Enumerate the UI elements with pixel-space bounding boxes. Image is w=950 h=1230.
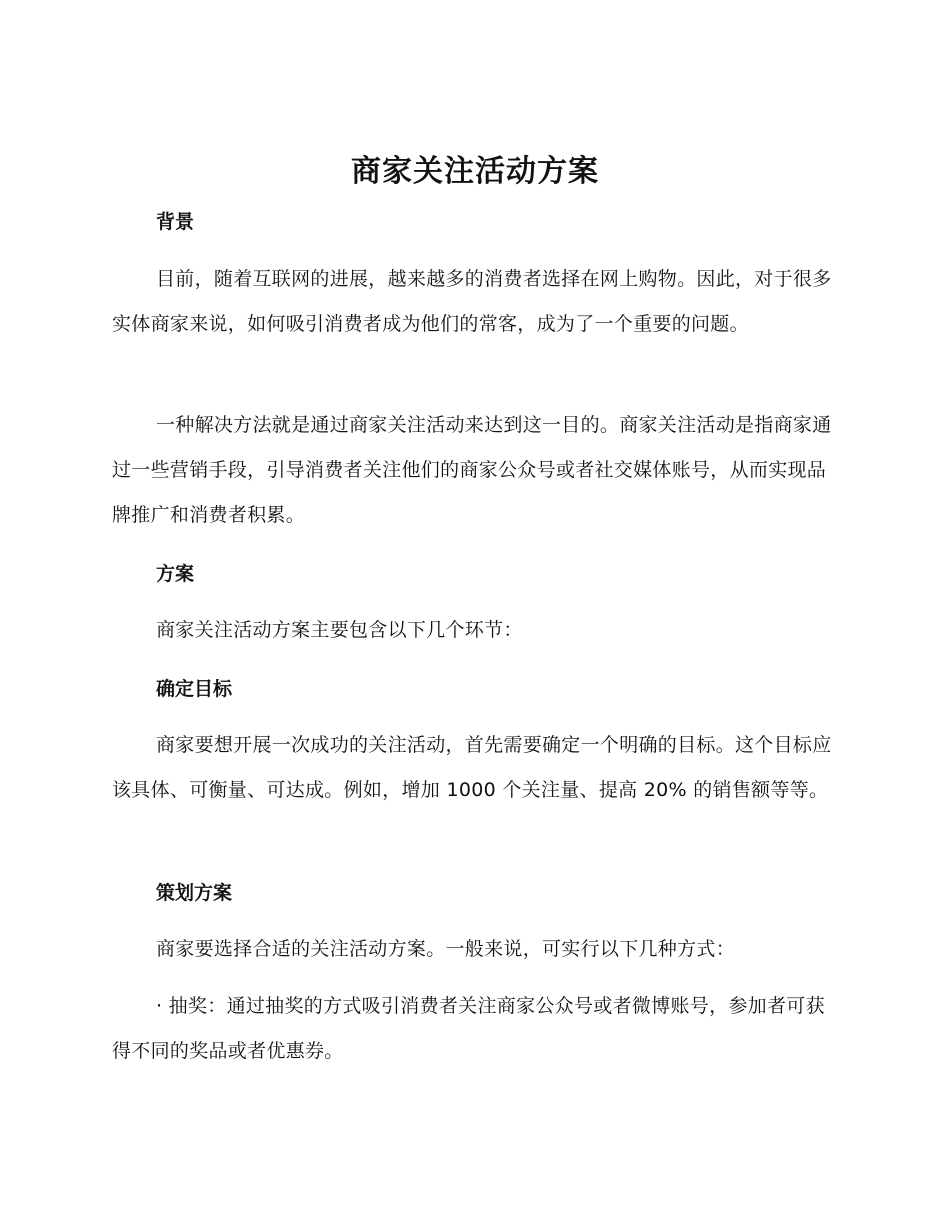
document-title: 商家关注活动方案 [351, 154, 599, 189]
section-heading-background: 背景 [156, 211, 195, 233]
list-item-lottery: · 抽奖：通过抽奖的方式吸引消费者关注商家公众号或者微博账号，参加者可获得不同的奖品或者优惠券。 [112, 995, 825, 1062]
paragraph-background-2: 一种解决方法就是通过商家关注活动来达到这一目的。商家关注活动是指商家通过一些营销手段，引导消费者关注他们的商家公众号或者社交媒体账号，从而实现品牌推广和消费者积累。 [112, 414, 832, 526]
section-heading-goal: 确定目标 [156, 678, 233, 700]
paragraph-strategy-intro: 商家要选择合适的关注活动方案。一般来说，可实行以下几种方式： [156, 938, 736, 960]
paragraph-background-1: 目前，随着互联网的进展，越来越多的消费者选择在网上购物。因此，对于很多实体商家来说，如何吸引消费者成为他们的常客，成为了一个重要的问题。 [112, 268, 832, 335]
paragraph-plan-intro: 商家关注活动方案主要包含以下几个环节： [156, 619, 523, 641]
section-heading-strategy: 策划方案 [156, 882, 233, 904]
paragraph-goal: 商家要想开展一次成功的关注活动，首先需要确定一个明确的目标。这个目标应该具体、可衡量、可达成。例如，增加 1000 个关注量、提高 20% 的销售额等等。 [112, 734, 832, 801]
section-heading-plan: 方案 [156, 563, 195, 585]
